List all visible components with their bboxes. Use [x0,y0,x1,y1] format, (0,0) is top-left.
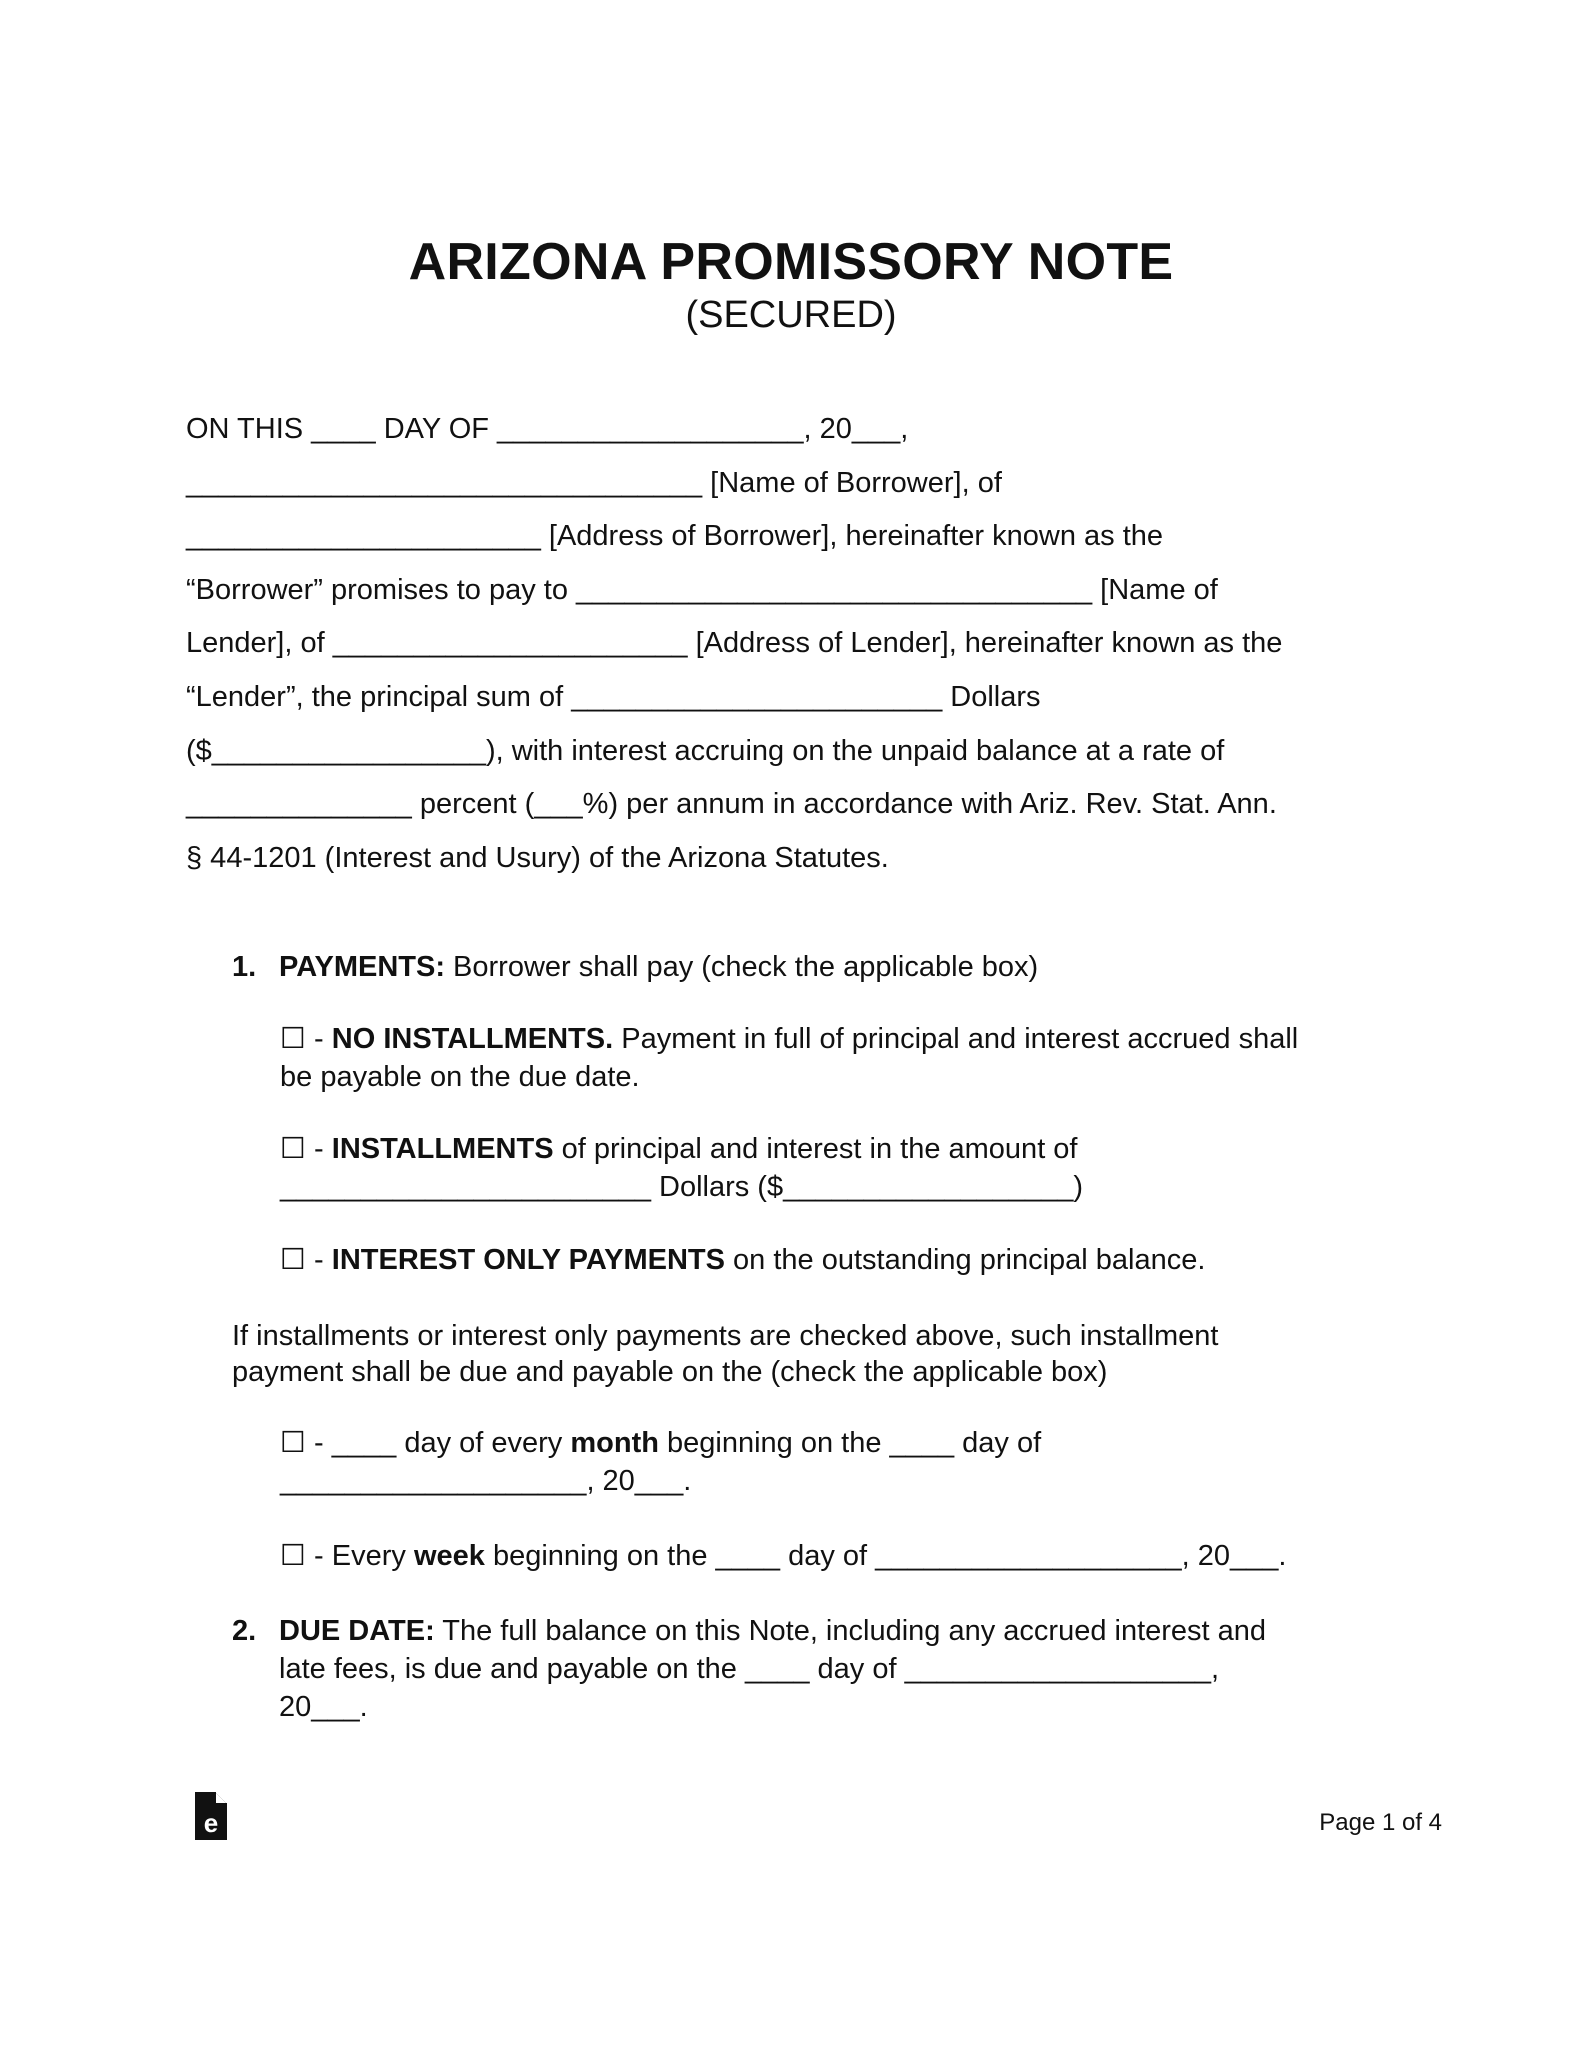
due-date-section [232,1612,1266,1726]
checkbox-installments[interactable]: ☐ - [280,1133,332,1165]
option-no-installments[interactable] [280,1020,1298,1096]
section-text-continued: 20___. [279,1691,368,1723]
option-text: of principal and interest in the amount of [553,1133,1078,1165]
document-subtitle: (SECURED) [685,294,897,336]
section-text-continued: late fees, is due and payable on the ____ day of ___________________, [279,1653,1220,1685]
option-text: on the outstanding principal balance. [724,1244,1206,1276]
section-heading: PAYMENTS: [279,951,445,983]
option-text-continued: _______________________ Dollars ($__________________) [280,1171,1084,1203]
checkbox-monthly[interactable]: ☐ - ____ day of every [280,1427,571,1459]
eforms-logo-icon [193,1790,229,1842]
option-weekly[interactable] [280,1537,1286,1575]
intro-line: Lender], of ______________________ [Address of Lender], hereinafter known as the [186,627,1283,660]
option-interest-only[interactable] [280,1241,1205,1279]
intro-line: “Borrower” promises to pay to ________________________________ [Name of [186,573,1218,606]
checkbox-no-installments[interactable]: ☐ - [280,1023,332,1055]
schedule-line: If installments or interest only payments are checked above, such installment [232,1320,1219,1352]
option-text: beginning on the ____ day of [658,1427,1042,1459]
section-heading: DUE DATE: [279,1615,435,1647]
checkbox-interest-only[interactable]: ☐ - [280,1244,332,1276]
intro-line: § 44-1201 (Interest and Usury) of the Arizona Statutes. [186,841,889,874]
option-label: NO INSTALLMENTS. [331,1023,614,1055]
option-text-continued: be payable on the due date. [280,1061,640,1093]
option-label: INTEREST ONLY PAYMENTS [331,1244,725,1276]
intro-line: ($_________________), with interest accruing on the unpaid balance at a rate of [186,734,1225,767]
intro-line: ________________________________ [Name of Borrower], of [186,466,1002,499]
schedule-line: payment shall be due and payable on the (check the applicable box) [232,1356,1108,1388]
intro-line: ______________ percent (___%) per annum in accordance with Ariz. Rev. Stat. Ann. [186,788,1277,821]
option-label: INSTALLMENTS [331,1133,554,1165]
option-monthly[interactable] [280,1424,1041,1500]
option-text: beginning on the ____ day of ___________________, 20___. [484,1540,1287,1572]
svg-text:e: e [203,1808,219,1838]
section-number: 2. [232,1615,257,1647]
payments-section-heading [232,948,1038,986]
document-title: ARIZONA PROMISSORY NOTE [408,233,1174,291]
option-label: week [413,1540,485,1572]
intro-line: ON THIS ____ DAY OF ___________________, 20___, [186,413,909,445]
option-label: month [570,1427,659,1459]
section-text: The full balance on this Note, including any accrued interest and [434,1615,1267,1647]
intro-paragraph [186,403,1436,885]
page-number: Page 1 of 4 [1319,1809,1442,1836]
option-text: Payment in full of principal and interest accrued shall [613,1023,1299,1055]
schedule-paragraph [232,1318,1218,1390]
section-number: 1. [232,951,257,983]
intro-line: “Lender”, the principal sum of _______________________ Dollars [186,680,1041,713]
intro-line: ______________________ [Address of Borrower], hereinafter known as the [186,520,1164,553]
checkbox-weekly[interactable]: ☐ - Every [280,1540,414,1572]
section-text: Borrower shall pay (check the applicable box) [444,951,1039,983]
option-text-continued: ___________________, 20___. [280,1465,692,1497]
option-installments[interactable] [280,1130,1083,1206]
